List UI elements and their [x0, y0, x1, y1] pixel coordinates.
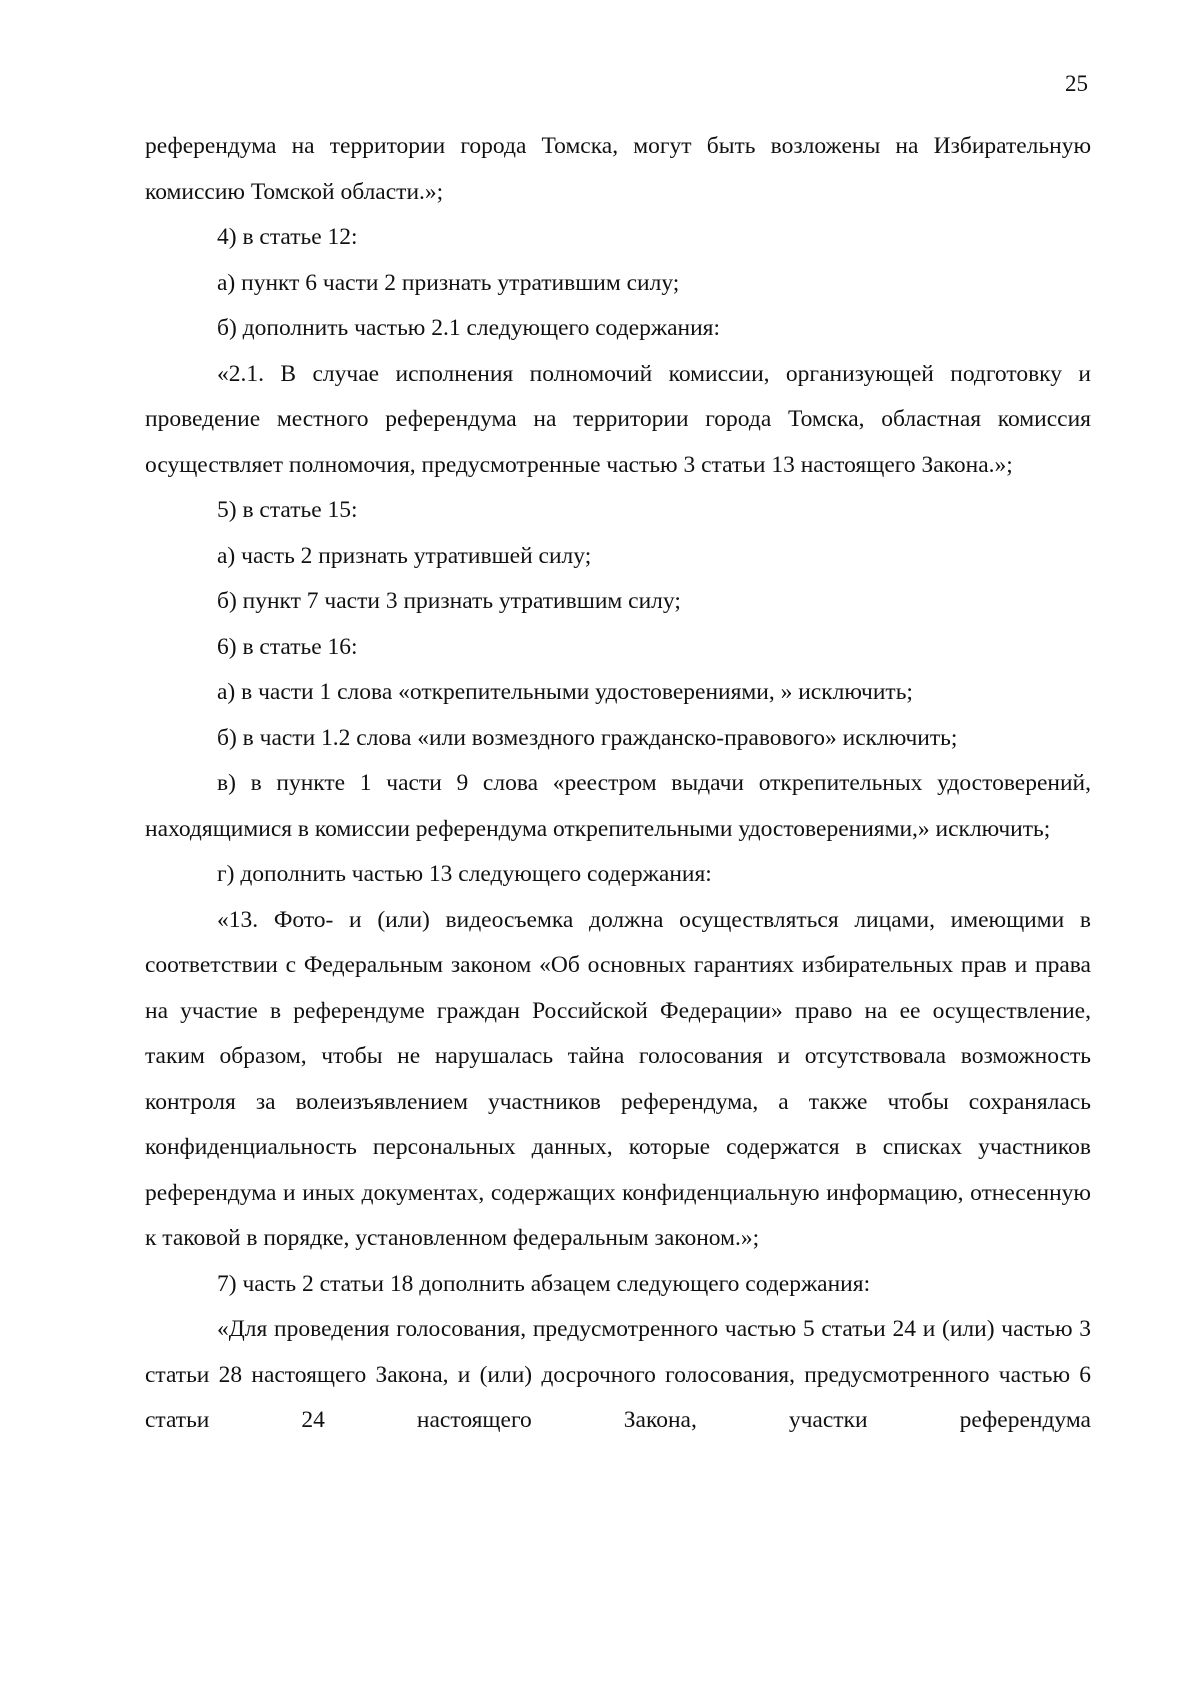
paragraph-quote-voting: «Для проведения голосования, предусмотренного частью 5 статьи 24 и (или) частью 3 статьи 28 настоящего Закона, и (или) досрочного голосования, предусмотренного частью 6 статьи 24 настоящего Закона, участки референдума — [145, 1316, 1091, 1433]
paragraph-item-4b: б) дополнить частью 2.1 следующего содержания: — [217, 315, 721, 341]
paragraph-item-4a: а) пункт 6 части 2 признать утратившим силу; — [217, 269, 680, 296]
page-number: 25 — [1065, 71, 1088, 96]
paragraph-item-5a: а) часть 2 признать утратившей силу; — [217, 542, 592, 569]
paragraph-item-6g: г) дополнить частью 13 следующего содержания: — [217, 861, 712, 887]
paragraph-continuation: референдума на территории города Томска, могут быть возложены на Избирательную комиссию Томской области.»; — [145, 133, 1091, 205]
paragraph-item-6b: б) в части 1.2 слова «или возмездного гражданско-правового» исключить; — [217, 724, 958, 751]
document-body — [145, 124, 1091, 1444]
paragraph-item-5b: б) пункт 7 части 3 признать утратившим силу; — [217, 588, 681, 614]
paragraph-quote-13: «13. Фото- и (или) видеосъемка должна осуществляться лицами, имеющими в соответствии с Федеральным законом «Об основных гарантиях избирательных прав и права на участие в референдуме граждан Российской Федерации» право на ее осуществление, таким образом, чтобы не нарушалась тайна голосования и отсутствовала возможность контроля за волеизъявлением участников референдума, а также чтобы сохранялась конфиденциальность персональных данных, которые содержатся в списках участников референдума и иных документах, содержащих конфиденциальную информацию, отнесенную к таковой в порядке, установленном федеральным законом.»; — [145, 906, 1091, 1251]
paragraph-item-6a: а) в части 1 слова «открепительными удостоверениями, » исключить; — [217, 679, 913, 705]
paragraph-item-7: 7) часть 2 статьи 18 дополнить абзацем следующего содержания: — [217, 1270, 871, 1297]
paragraph-item-6v: в) в пункте 1 части 9 слова «реестром выдачи открепительных удостоверений, находящимися в комиссии референдума открепительными удостоверениями,» исключить; — [145, 770, 1091, 842]
paragraph-item-6: 6) в статье 16: — [217, 633, 358, 660]
paragraph-quote-2-1: «2.1. В случае исполнения полномочий комиссии, организующей подготовку и проведение местного референдума на территории города Томска, областная комиссия осуществляет полномочия, предусмотренные частью 3 статьи 13 настоящего Закона.»; — [145, 360, 1091, 478]
paragraph-item-4: 4) в статье 12: — [217, 224, 358, 250]
paragraph-item-5: 5) в статье 15: — [217, 497, 358, 523]
